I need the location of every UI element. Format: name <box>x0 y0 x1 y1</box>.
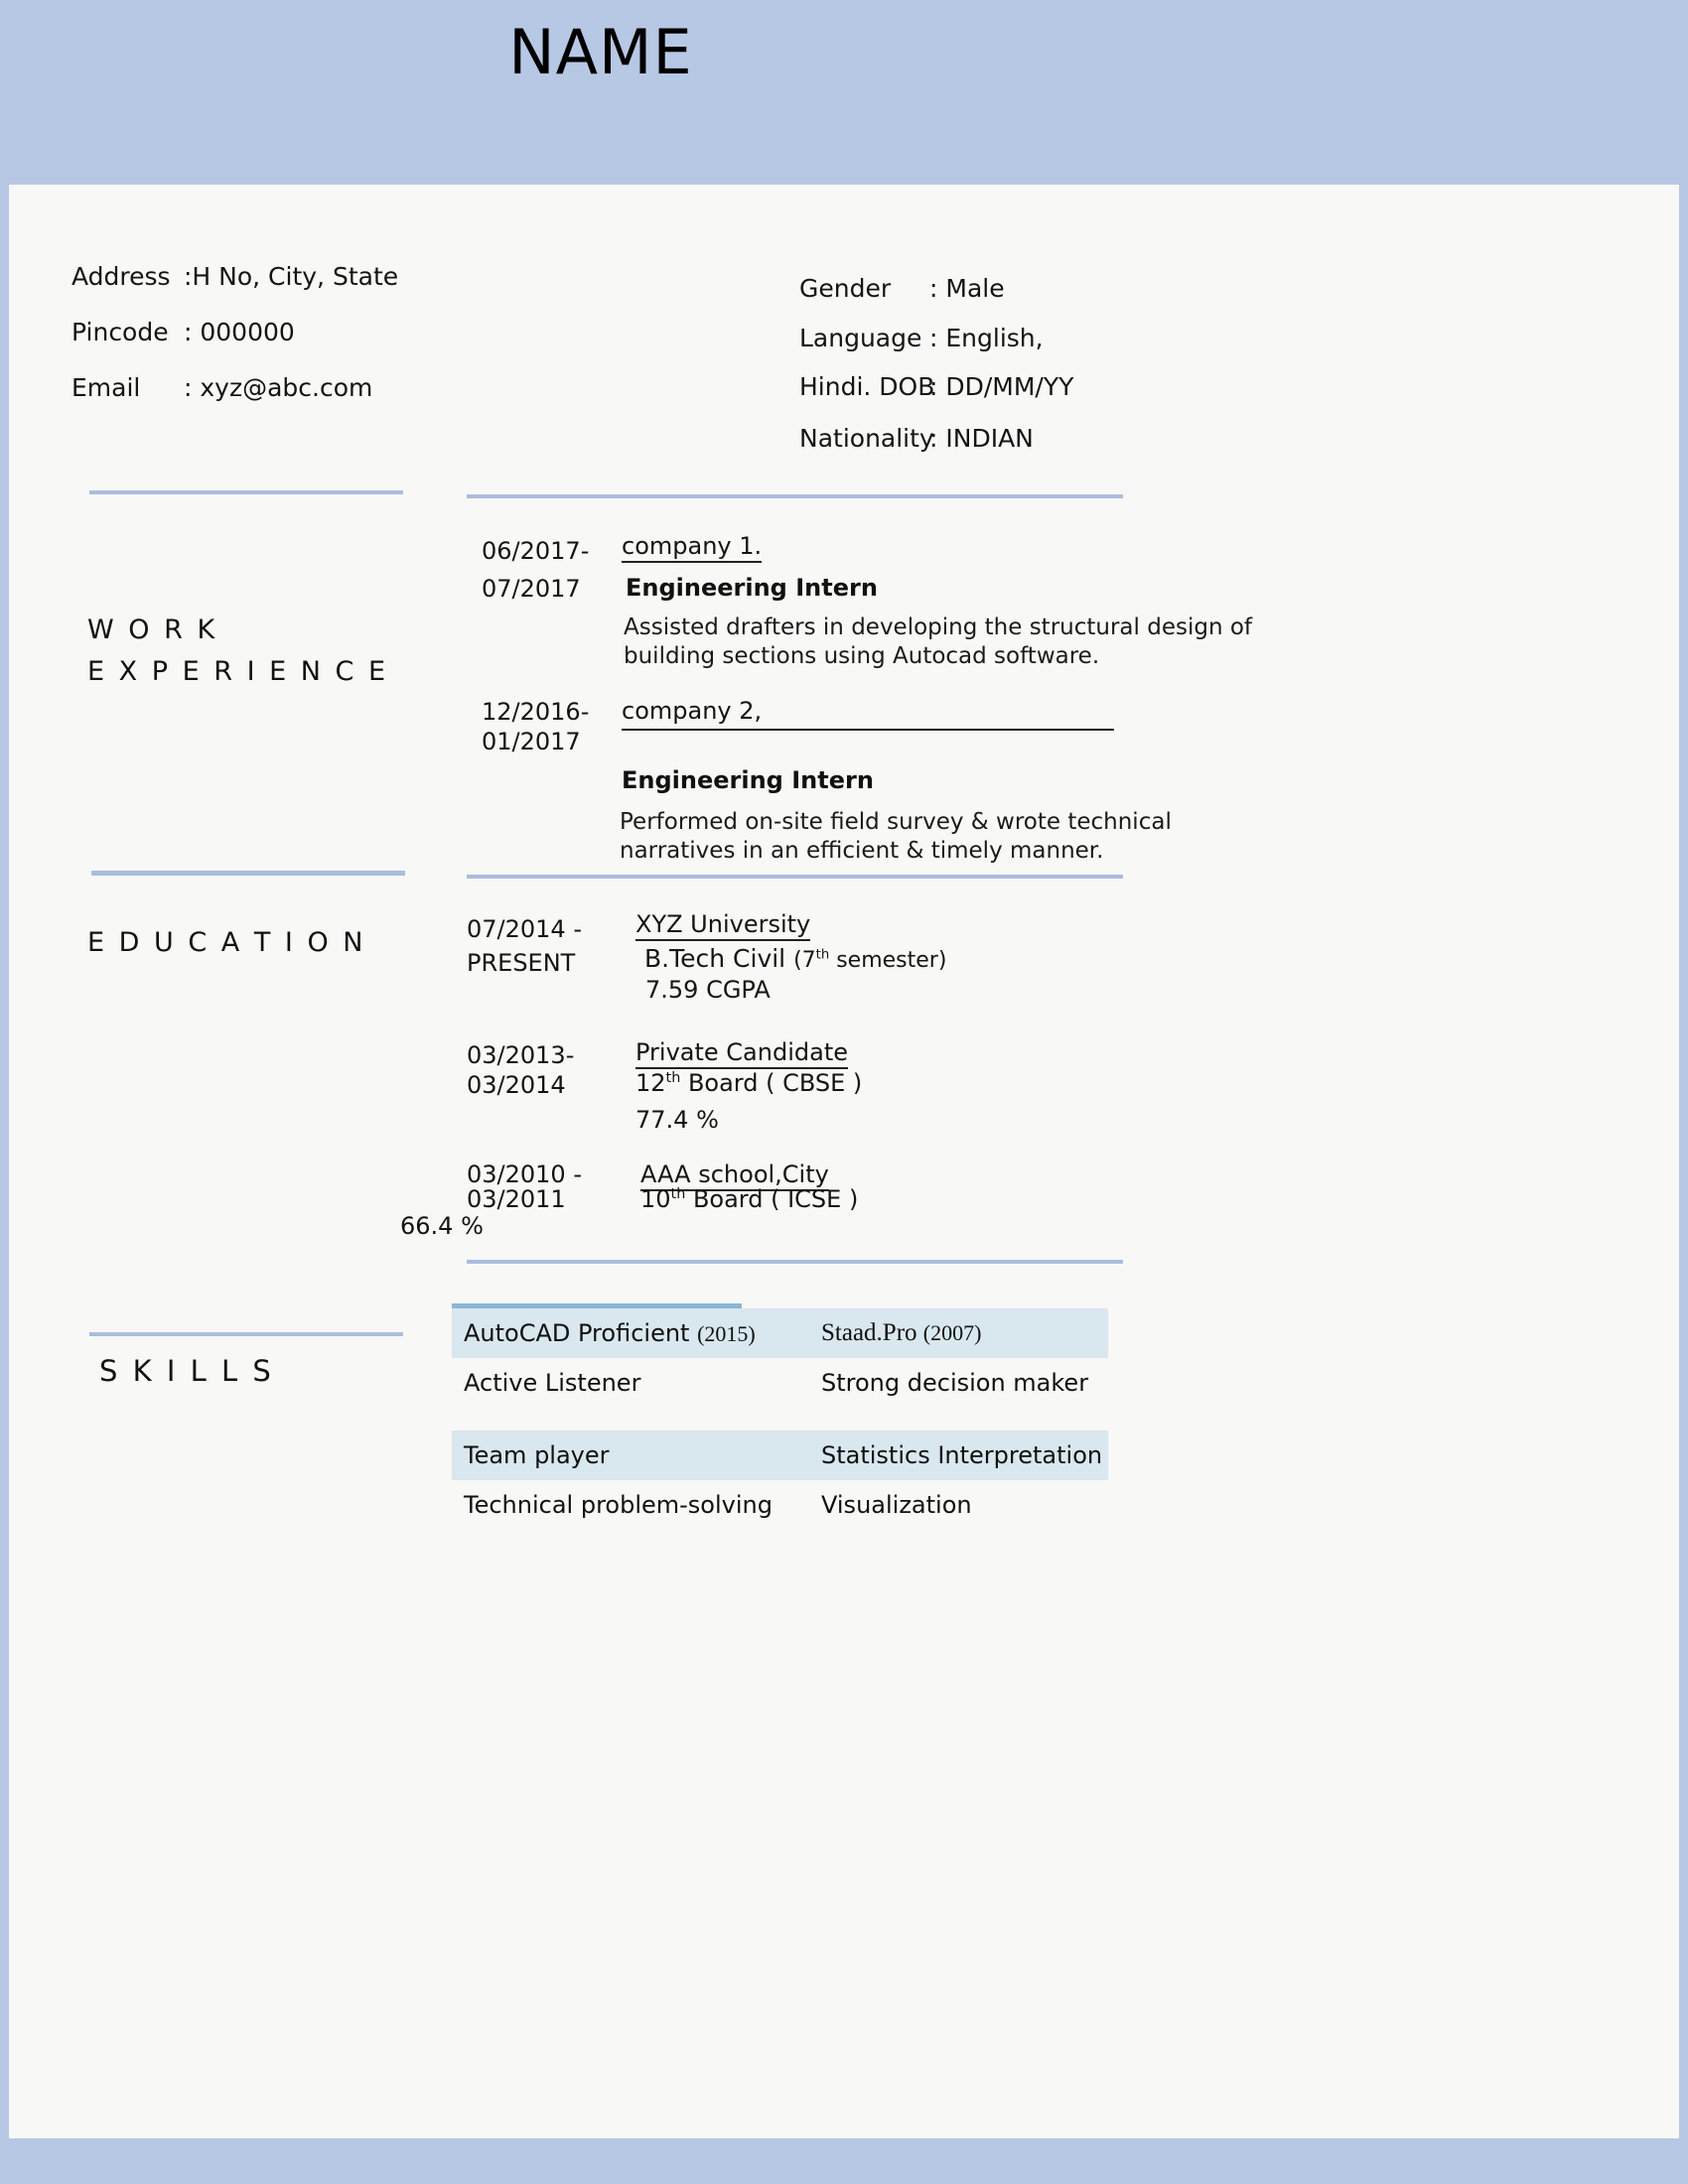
education2-date-start: 03/2013- <box>467 1041 575 1069</box>
skills-heading: S K I L L S <box>99 1354 274 1388</box>
contact-row-gender <box>799 274 1005 303</box>
education2-school <box>635 1038 848 1066</box>
education2-degree-pre: 12 <box>635 1069 666 1097</box>
skill-active-listener: Active Listener <box>464 1369 641 1397</box>
gender-label: Gender <box>799 274 892 303</box>
address-value: :H No, City, State <box>184 262 399 291</box>
education1-date-start: 07/2014 - <box>467 915 582 943</box>
nationality-value: : INDIAN <box>929 424 1034 453</box>
education1-degree-post: semester) <box>829 948 947 973</box>
education1-date-end: PRESENT <box>467 949 576 977</box>
contact-row-email <box>71 373 372 402</box>
work2-dates <box>482 697 589 756</box>
work2-description: Performed on-site field survey & wrote technical narratives in an efficient & timely manner. <box>620 809 1172 864</box>
education3-degree-post: Board ( ICSE ) <box>685 1185 859 1213</box>
pincode-label: Pincode <box>71 318 169 346</box>
dob-value: : DD/MM/YY <box>929 372 1074 401</box>
language-value: : English, <box>929 324 1044 352</box>
divider-skills-left <box>89 1332 403 1336</box>
education2-score: 77.4 % <box>635 1106 719 1134</box>
language-label: Language <box>799 324 922 352</box>
skill-row-2 <box>452 1358 1108 1408</box>
education1-dates <box>467 912 582 980</box>
divider-education-right <box>467 875 1123 879</box>
dob-label: Hindi. DOB <box>799 372 935 401</box>
education1-degree-pre: (7 <box>793 948 816 973</box>
education1-school-name: XYZ University <box>635 910 810 941</box>
education1-score: 7.59 CGPA <box>645 976 771 1004</box>
education3-date-end: 03/2011 <box>467 1185 566 1213</box>
work2-date-end: 01/2017 <box>482 728 581 755</box>
skill-name: AutoCAD Proficient <box>464 1319 690 1347</box>
skill-year: (2007) <box>922 1320 982 1345</box>
skill-team-player: Team player <box>464 1441 610 1469</box>
work1-role: Engineering Intern <box>626 574 878 602</box>
education3-degree-pre: 10 <box>640 1185 671 1213</box>
divider-education-left <box>91 871 405 876</box>
education3-date-start: 03/2010 - <box>467 1160 582 1188</box>
work1-date-start: 06/2017- <box>482 537 590 565</box>
nationality-label: Nationality <box>799 424 934 453</box>
work2-company <box>622 697 1114 731</box>
skill-statistics: Statistics Interpretation <box>821 1441 1103 1469</box>
work1-dates <box>482 532 589 608</box>
education-heading: E D U C A T I O N <box>87 927 366 958</box>
divider-work-left <box>89 490 403 494</box>
skill-problem-solving: Technical problem-solving <box>464 1491 773 1519</box>
skills-table <box>452 1303 1108 1542</box>
education1-degree-main: B.Tech Civil <box>644 944 794 973</box>
work1-description: Assisted drafters in developing the structural design of building sections using Autocad software. <box>624 614 1253 669</box>
pincode-value: : 000000 <box>184 318 295 346</box>
divider-work-right <box>467 494 1123 498</box>
education2-date-end: 03/2014 <box>467 1071 566 1099</box>
skill-staadpro <box>821 1308 981 1358</box>
education3-degree-ordinal: th <box>670 1186 686 1202</box>
education2-degree <box>635 1069 862 1097</box>
contact-row-pincode <box>71 318 295 346</box>
contact-row-nationality <box>799 424 1034 453</box>
education2-school-name: Private Candidate <box>635 1038 848 1069</box>
contact-row-address <box>71 262 398 291</box>
education2-degree-post: Board ( CBSE ) <box>680 1069 863 1097</box>
education3-school <box>640 1160 829 1188</box>
education1-degree-ordinal: th <box>815 947 830 963</box>
contact-row-language <box>799 324 1044 352</box>
education3-degree <box>640 1185 858 1213</box>
work-heading-line2: E X P E R I E N C E <box>87 656 389 687</box>
work2-date-start: 12/2016- <box>482 698 590 726</box>
work2-role: Engineering Intern <box>622 766 874 794</box>
skill-row-4 <box>452 1480 1108 1530</box>
skill-row-3 <box>452 1431 1108 1480</box>
work1-company <box>622 532 762 560</box>
skill-row-1 <box>452 1308 1108 1358</box>
skill-visualization: Visualization <box>821 1491 972 1519</box>
skill-autocad <box>464 1308 756 1359</box>
work2-company-name: company 2, <box>622 697 763 725</box>
education1-degree <box>644 944 946 973</box>
education2-dates <box>467 1040 574 1100</box>
resume-body <box>9 185 1679 2138</box>
work-heading-line1: W O R K <box>87 614 218 645</box>
skill-name: Staad.Pro <box>821 1319 917 1346</box>
education2-degree-ordinal: th <box>665 1070 681 1086</box>
page-title: NAME <box>508 16 693 88</box>
contact-row-dob <box>799 372 1073 401</box>
divider-skills-right <box>467 1260 1123 1264</box>
skill-decision-maker: Strong decision maker <box>821 1369 1089 1397</box>
header-band <box>0 0 1688 185</box>
education3-school-name: AAA school,City <box>640 1160 829 1191</box>
education1-school <box>635 910 810 938</box>
email-label: Email <box>71 373 141 402</box>
work1-company-name: company 1. <box>622 532 762 563</box>
education3-score: 66.4 % <box>400 1212 484 1240</box>
education3-dates <box>467 1162 582 1212</box>
gender-value: : Male <box>929 274 1005 303</box>
address-label: Address <box>71 262 171 291</box>
email-value: : xyz@abc.com <box>184 373 373 402</box>
work1-date-end: 07/2017 <box>482 575 581 603</box>
education1-degree-detail <box>793 948 946 973</box>
skill-year: (2015) <box>697 1321 756 1346</box>
work-experience-heading <box>87 610 388 693</box>
